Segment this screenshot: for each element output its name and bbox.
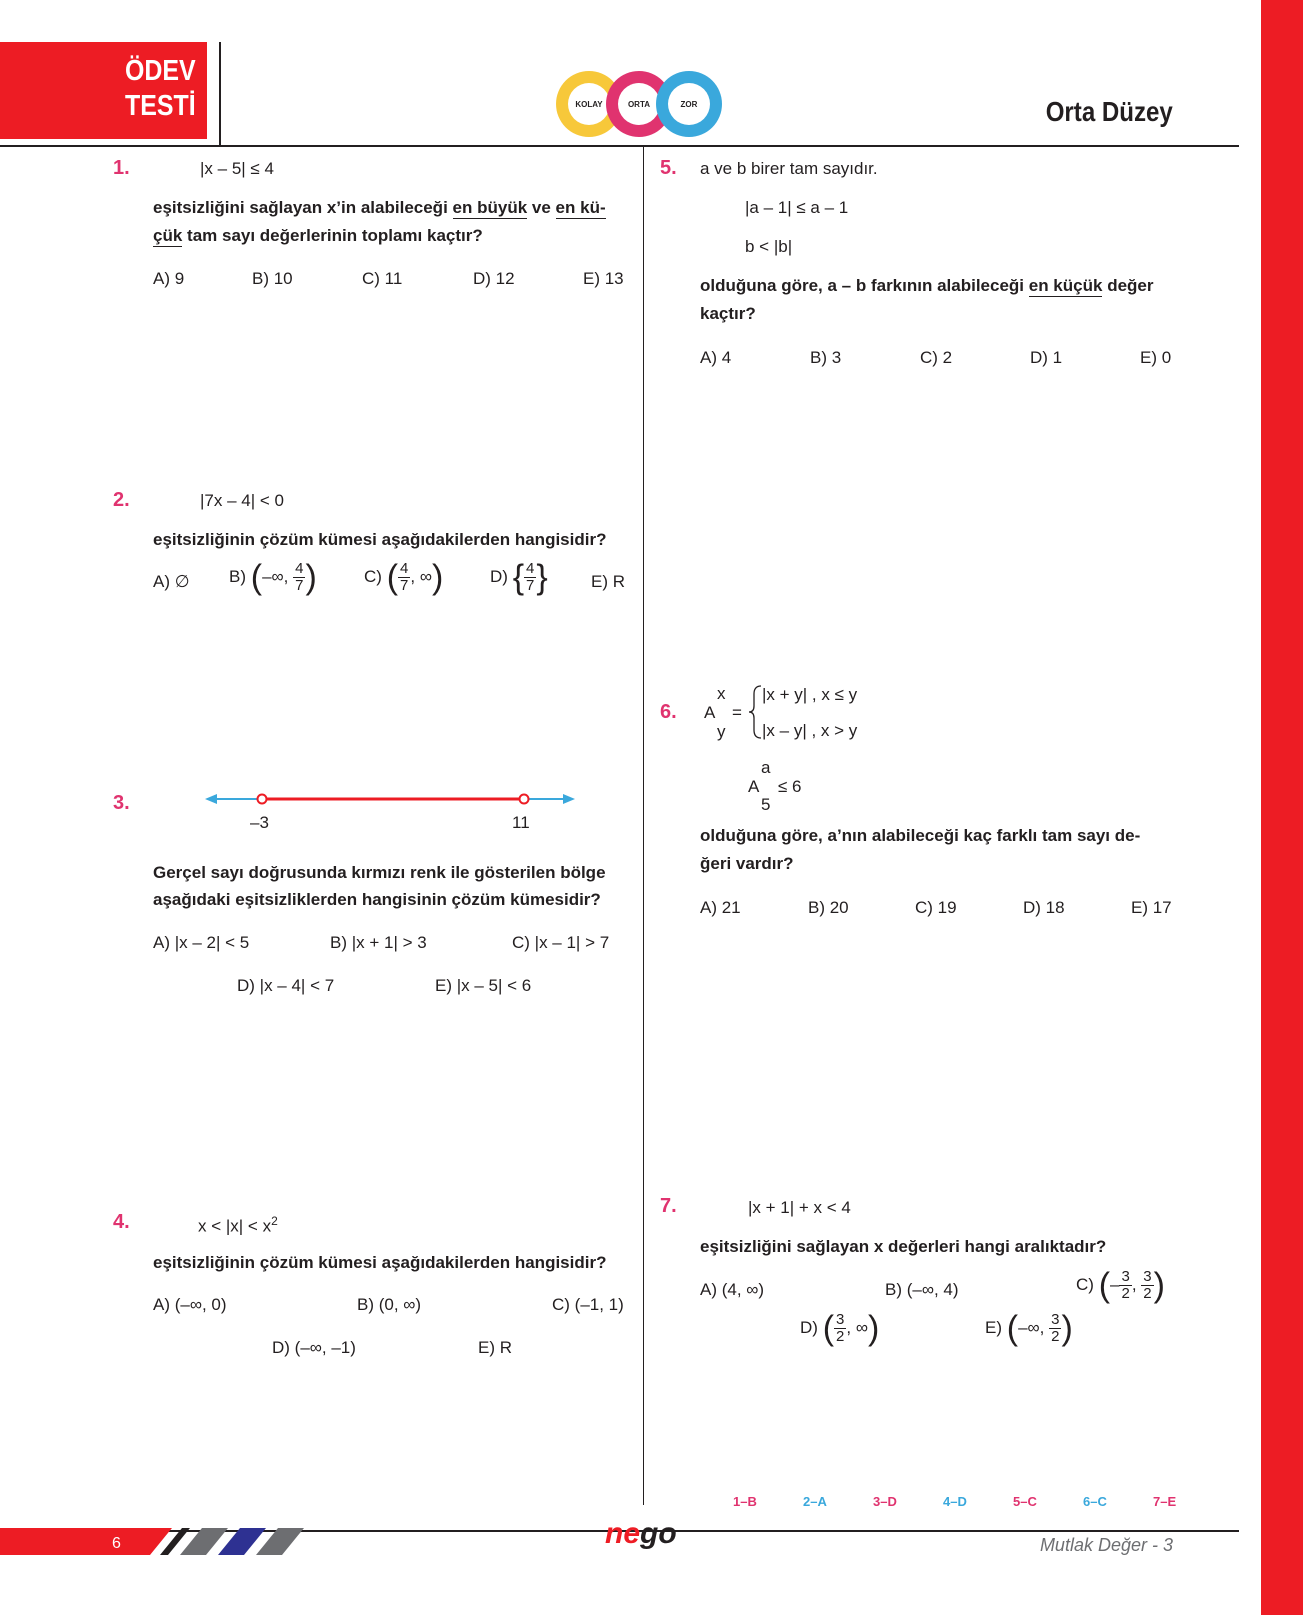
condition: ≤ 6	[778, 777, 802, 796]
left-label: –3	[250, 813, 269, 832]
subscript-y: y	[717, 722, 726, 741]
question-expression: |x + 1| + x < 4	[748, 1198, 851, 1217]
option-c[interactable]: C) |x – 1| > 7	[512, 933, 610, 952]
publisher-logo: nego	[605, 1517, 677, 1550]
option-a[interactable]: A) (–∞, 0)	[153, 1295, 227, 1314]
option-e[interactable]: E) R	[478, 1338, 512, 1357]
question-expression: |7x – 4| < 0	[200, 491, 284, 510]
question-number: 2.	[113, 489, 130, 511]
level-kolay-icon: KOLAY	[556, 71, 622, 137]
option-c[interactable]: C) 11	[362, 269, 403, 288]
answer-1: 1–B	[733, 1494, 757, 1509]
option-b[interactable]: B) (–∞, $\frac{4}{7}$ )	[229, 558, 317, 597]
option-e[interactable]: E) R	[591, 572, 625, 591]
answer-6: 6–C	[1083, 1494, 1107, 1509]
page-number: 6	[112, 1535, 121, 1552]
badge-line1: ÖDEV	[125, 55, 196, 87]
question-text-cont: kaçtır?	[700, 304, 756, 323]
level-orta-icon: ORTA	[606, 71, 672, 137]
option-e[interactable]: E) (–∞, $\frac{3}{2}$ )	[985, 1309, 1073, 1348]
answer-7: 7–E	[1153, 1494, 1177, 1509]
column-divider	[643, 147, 644, 1505]
option-e[interactable]: E) 0	[1140, 348, 1172, 367]
question-number: 6.	[660, 701, 677, 723]
header-divider-vertical	[219, 42, 221, 146]
option-b[interactable]: B) (0, ∞)	[357, 1295, 422, 1314]
answer-3: 3–D	[873, 1494, 897, 1509]
function-A: A	[704, 703, 716, 722]
question-expression: $x < |x| < x^2$	[198, 1214, 278, 1236]
answer-5: 5–C	[1013, 1494, 1037, 1509]
question-expression-2: b < |b|	[745, 237, 793, 256]
page-title: Orta Düzey	[1045, 96, 1173, 127]
option-a[interactable]: A) |x – 2| < 5	[153, 933, 250, 952]
option-c[interactable]: C) 19	[915, 898, 957, 917]
option-a[interactable]: A) 4	[700, 348, 732, 367]
number-line	[205, 785, 575, 815]
answer-2: 2–A	[803, 1494, 827, 1509]
option-b[interactable]: B) 20	[808, 898, 849, 917]
option-c[interactable]: C) 2	[920, 348, 953, 367]
question-number: 5.	[660, 157, 677, 179]
option-d[interactable]: D) |x – 4| < 7	[237, 976, 335, 995]
left-arrow-icon	[205, 794, 217, 804]
open-endpoint-left	[258, 795, 267, 804]
option-e[interactable]: E) 13	[583, 269, 624, 288]
option-d[interactable]: D) ( $\frac{3}{2}$ , ∞)	[800, 1309, 880, 1348]
topic-title: Mutlak Değer - 3	[1039, 1535, 1173, 1555]
option-d[interactable]: D) 12	[473, 269, 515, 288]
superscript-a: a	[761, 758, 771, 777]
option-b[interactable]: B) |x + 1| > 3	[330, 933, 427, 952]
option-e[interactable]: E) |x – 5| < 6	[435, 976, 532, 995]
level-zor-icon: ZOR	[656, 71, 722, 137]
open-endpoint-right	[520, 795, 529, 804]
question-text: Gerçel sayı doğrusunda kırmızı renk ile gösterilen bölge	[153, 863, 606, 882]
option-b[interactable]: B) (–∞, 4)	[885, 1280, 959, 1299]
option-a[interactable]: A) 9	[153, 269, 185, 288]
option-c[interactable]: C) ( $\frac{4}{7}$ , ∞)	[364, 558, 444, 597]
question-text: eşitsizliğinin çözüm kümesi aşağıdakilerden hangisidir?	[153, 530, 607, 549]
superscript-x: x	[717, 684, 726, 703]
option-d[interactable]: D) 1	[1030, 348, 1063, 367]
option-c[interactable]: C) (– $\frac{3}{2}$ , $\frac{3}{2}$ )	[1076, 1266, 1165, 1305]
option-c[interactable]: C) (–1, 1)	[552, 1295, 624, 1314]
header-divider	[0, 145, 1239, 147]
case-1: |x + y| , x ≤ y	[762, 685, 858, 704]
answer-4: 4–D	[943, 1494, 967, 1509]
option-e[interactable]: E) 17	[1131, 898, 1172, 917]
function-A-2: A	[748, 777, 760, 796]
question-text: olduğuna göre, a’nın alabileceği kaç farklı tam sayı de-	[700, 826, 1141, 845]
right-arrow-icon	[563, 794, 575, 804]
option-a[interactable]: A) ∅	[153, 572, 190, 591]
question-text: eşitsizliğinin çözüm kümesi aşağıdakilerden hangisidir?	[153, 1253, 607, 1272]
question-text: olduğuna göre, a – b farkının alabileceği en küçük değer	[700, 276, 1154, 295]
difficulty-levels	[556, 71, 726, 137]
option-a[interactable]: A) 21	[700, 898, 741, 917]
question-number: 3.	[113, 792, 130, 814]
option-d[interactable]: D) 18	[1023, 898, 1065, 917]
question-text-cont: aşağıdaki eşitsizliklerden hangisinin çözüm kümesidir?	[153, 890, 601, 909]
footer-stripes	[0, 1528, 330, 1560]
question-number: 4.	[113, 1211, 130, 1233]
question-number: 7.	[660, 1195, 677, 1217]
option-b[interactable]: B) 10	[252, 269, 293, 288]
question-text-cont: ğeri vardır?	[700, 854, 794, 873]
question-number: 1.	[113, 157, 130, 179]
question-intro: a ve b birer tam sayıdır.	[700, 159, 878, 178]
question-text-cont: çük tam sayı değerlerinin toplamı kaçtır?	[153, 226, 483, 245]
option-a[interactable]: A) (4, ∞)	[700, 1280, 765, 1299]
badge-line2: TESTİ	[125, 90, 196, 122]
question-expression: |x – 5| ≤ 4	[200, 159, 274, 178]
option-d[interactable]: D) (–∞, –1)	[272, 1338, 356, 1357]
right-label: 11	[512, 813, 530, 832]
case-2: |x – y| , x > y	[762, 721, 858, 740]
question-text: eşitsizliğini sağlayan x’in alabileceği en büyük ve en kü-	[153, 198, 606, 217]
odev-badge	[0, 42, 213, 139]
question-text: eşitsizliğini sağlayan x değerleri hangi aralıktadır?	[700, 1237, 1107, 1256]
question-expression-1: |a – 1| ≤ a – 1	[745, 198, 849, 217]
subscript-5: 5	[761, 795, 771, 814]
option-d[interactable]: D) { $\frac{4}{7}$ }	[490, 558, 548, 597]
equals-sign: =	[732, 703, 742, 722]
right-red-strip	[1261, 0, 1303, 1615]
option-b[interactable]: B) 3	[810, 348, 842, 367]
